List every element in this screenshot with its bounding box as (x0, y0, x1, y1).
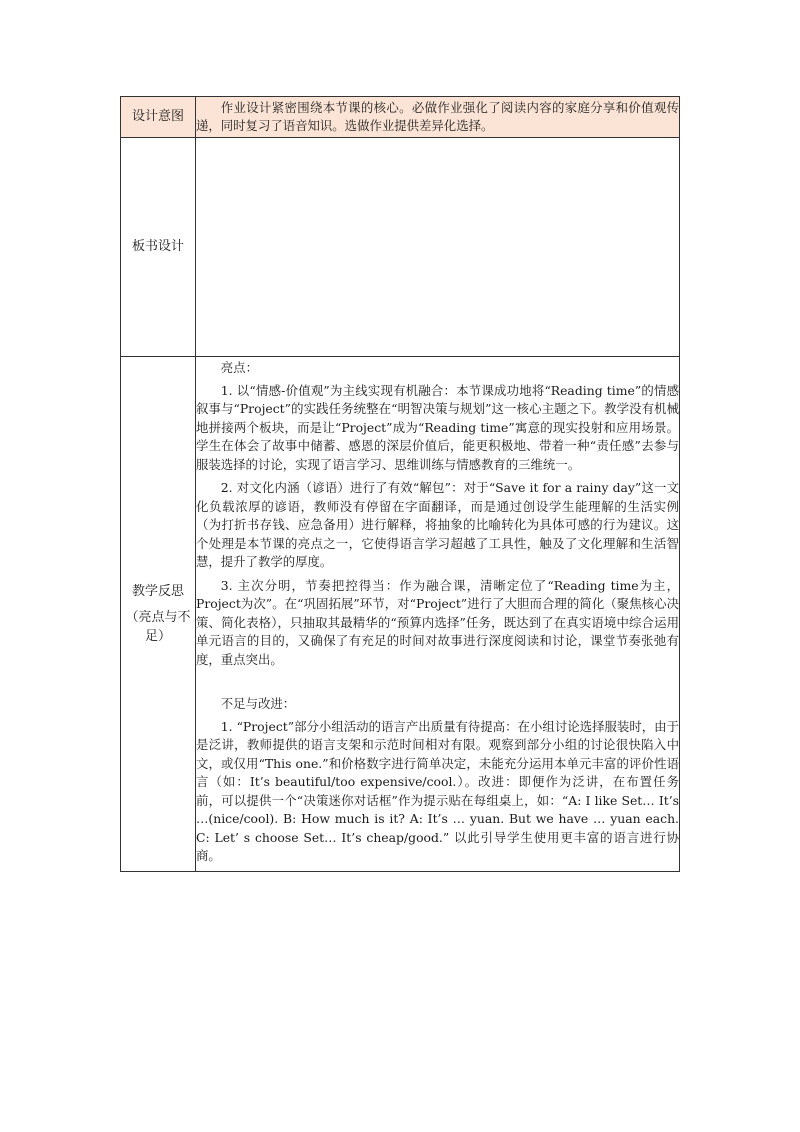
highlights-heading: 亮点： (220, 360, 258, 375)
design-intent-cell (196, 97, 680, 138)
highlight-paragraph: 3. 主次分明，节奏把控得当：作为融合课，清晰定位了“Reading time为主，Project为次”。在“巩固拓展”环节，对“Project”进行了大胆而合理的简化（聚焦核心决策、简化表格），只抽取其最精华的“预算内选择”任务，既达到了在真实语境中综合运用单元语言的目的，又确保了有充足的时间对故事进行深度阅读和讨论，课堂节奏张弛有度，重点突出。 (196, 577, 679, 667)
lesson-plan-table (120, 96, 680, 872)
shortcomings-heading: 不足与改进： (220, 696, 296, 711)
shortcoming-paragraph: 1. “Project”部分小组活动的语言产出质量有待提高：在小组讨论选择服装时，由于是泛讲，教师提供的语言支架和示范时间相对有限。观察到部分小组的讨论很快陷入中文，或仅用“This one.”和价格数字进行简单决定，未能充分运用本单元丰富的评价性语言（如：It’s beautiful/too expensive/cool.）。改进：即便作为泛讲，在布置任务前，可以提供一个“决策迷你对话框”作为提示贴在每组桌上，如：“A: I like Set… It’s …(nice/cool). B: How much is it? A: It’s … yuan. But we have … yuan each. C: Let’ s choose Set… It’s cheap/good.” 以此引导学生使用更丰富的语言进行协商。 (196, 718, 679, 863)
teaching-reflection-label: 教学反思 (131, 583, 184, 599)
design-intent-text: 作业设计紧密围绕本节课的核心。必做作业强化了阅读内容的家庭分享和价值观传递，同时复习了语音知识。选做作业提供差异化选择。 (196, 100, 679, 133)
design-intent-label: 设计意图 (121, 97, 196, 138)
teaching-reflection-label-cell (121, 357, 196, 872)
teaching-reflection-row (121, 357, 680, 872)
design-intent-row (121, 97, 680, 138)
highlight-paragraph: 1. 以“情感-价值观”为主线实现有机融合：本节课成功地将“Reading time”的情感叙事与“Project”的实践任务统整在“明智决策与规划”这一核心主题之下。教学没有机械地拼接两个板块，而是让“Project”成为“Reading time”寓意的现实投射和应用场景。学生在体会了故事中储蓄、感恩的深层价值后，能更积极地、带着一种“责任感”去参与服装选择的讨论，实现了语言学习、思维训练与情感教育的三维统一。 (196, 382, 679, 472)
board-design-row (121, 138, 680, 357)
highlight-paragraph: 2. 对文化内涵（谚语）进行了有效“解包”：对于“Save it for a rainy day”这一文化负载浓厚的谚语，教师没有停留在字面翻译，而是通过创设学生能理解的生活实例（为打折书存钱、应急备用）进行解释，将抽象的比喻转化为具体可感的行为建议。这个处理是本节课的亮点之一，它使得语言学习超越了工具性，触及了文化理解和生活智慧，提升了教学的厚度。 (196, 480, 679, 569)
teaching-reflection-cell (196, 357, 680, 872)
board-design-label: 板书设计 (121, 138, 196, 357)
teaching-reflection-sublabel: （亮点与不足） (125, 609, 191, 644)
board-design-cell (196, 138, 680, 357)
